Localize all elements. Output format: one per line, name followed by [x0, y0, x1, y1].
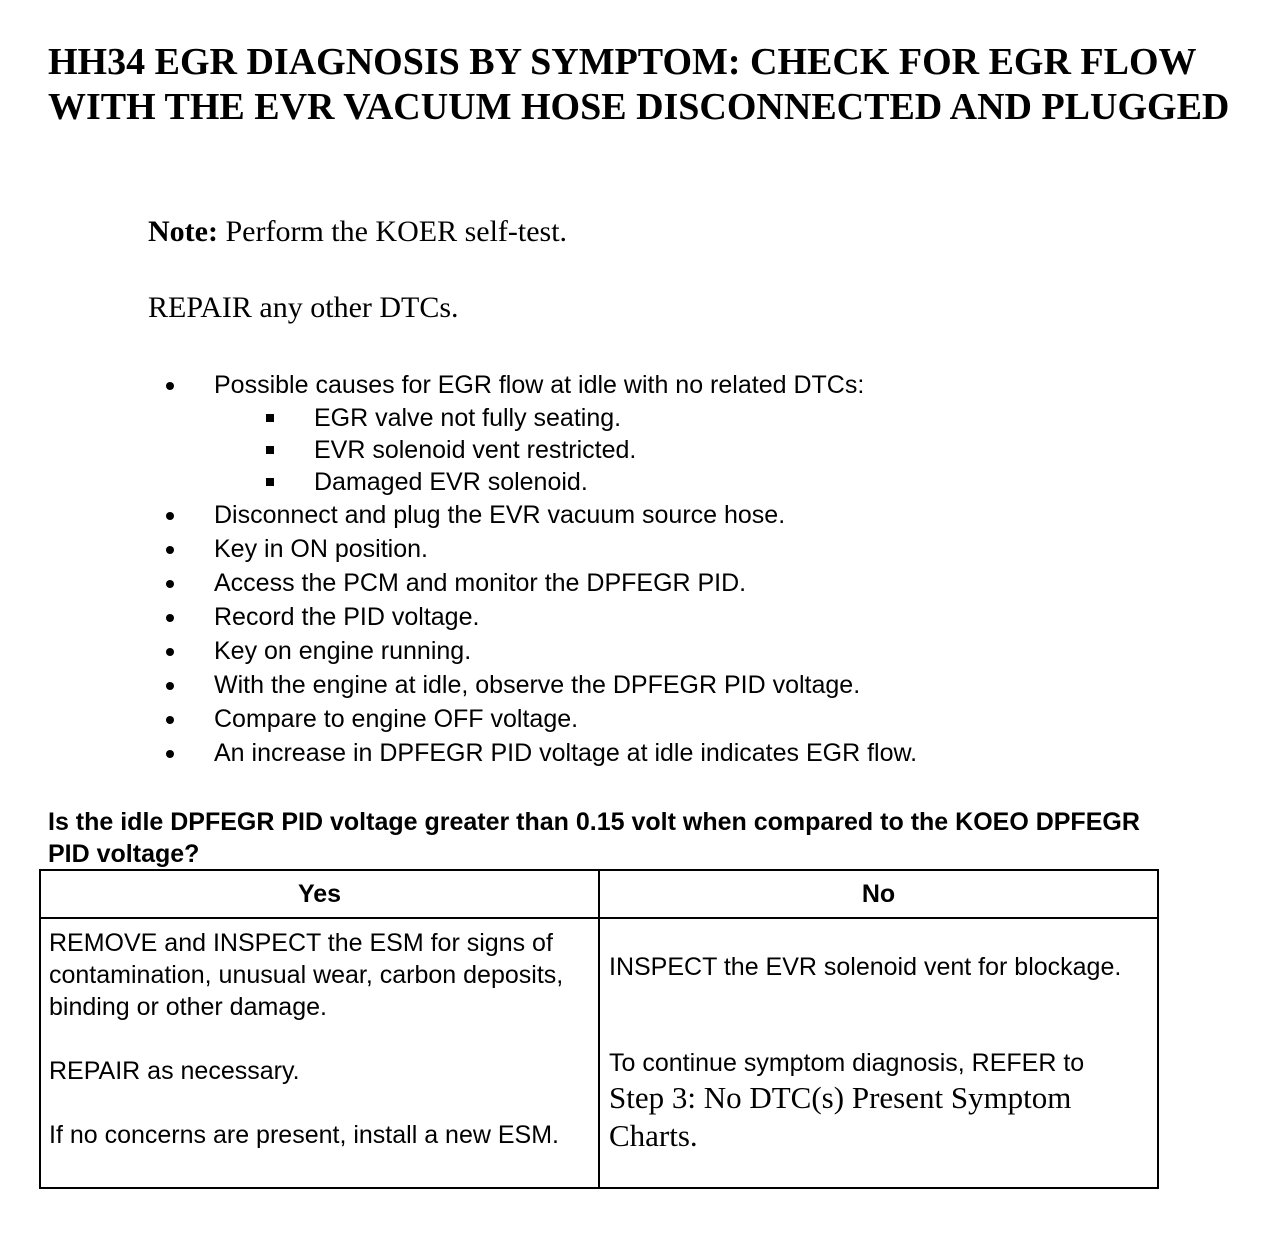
step-item: With the engine at idle, observe the DPFEGR PID voltage.	[0, 668, 1264, 702]
header-divider	[41, 917, 1157, 919]
yes-action-install: If no concerns are present, install a new ESM.	[49, 1121, 559, 1149]
step-item: An increase in DPFEGR PID voltage at idle indicates EGR flow.	[0, 736, 1264, 770]
bullet-icon	[166, 580, 174, 588]
yes-action-inspect: REMOVE and INSPECT the ESM for signs of contamination, unusual wear, carbon deposits, binding or other damage.	[49, 929, 564, 1021]
bullet-icon	[166, 750, 174, 758]
repair-instruction: REPAIR any other DTCs.	[148, 291, 459, 324]
refer-lead-text: To continue symptom diagnosis, REFER to	[609, 1049, 1085, 1077]
note-text: Perform the KOER self-test.	[225, 215, 568, 248]
refer-step-link: Step 3: No DTC(s) Present Symptom Charts.	[609, 1080, 1072, 1153]
step-item: Access the PCM and monitor the DPFEGR PID.	[0, 566, 1264, 600]
square-bullet-icon	[266, 414, 274, 422]
cause-item: EGR valve not fully seating.	[0, 402, 1264, 434]
step-item: Record the PID voltage.	[0, 600, 1264, 634]
bullet-icon	[166, 512, 174, 520]
no-action-refer	[609, 1047, 1154, 1155]
step-item: Disconnect and plug the EVR vacuum source hose.	[0, 498, 1264, 532]
yes-header: Yes	[297, 880, 342, 908]
step-item: Compare to engine OFF voltage.	[0, 702, 1264, 736]
page-title: HH34 EGR DIAGNOSIS BY SYMPTOM: CHECK FOR EGR FLOW WITH THE EVR VACUUM HOSE DISCONNECTED AND PLUGGED	[48, 41, 1230, 128]
bullet-icon	[166, 648, 174, 656]
yes-action-repair: REPAIR as necessary.	[49, 1057, 300, 1085]
bullet-icon	[166, 546, 174, 554]
bullet-icon	[166, 682, 174, 690]
bullet-icon	[166, 614, 174, 622]
note	[148, 212, 567, 252]
bullet-icon	[166, 382, 174, 390]
no-action-inspect: INSPECT the EVR solenoid vent for blockage.	[609, 953, 1122, 981]
step-item: Key on engine running.	[0, 634, 1264, 668]
decision-table	[39, 869, 1159, 1189]
note-label: Note:	[148, 215, 218, 248]
procedure-steps	[0, 368, 1264, 770]
step-item: Key in ON position.	[0, 532, 1264, 566]
bullet-icon	[166, 716, 174, 724]
square-bullet-icon	[266, 446, 274, 454]
no-header: No	[861, 880, 896, 908]
cause-item: EVR solenoid vent restricted.	[0, 434, 1264, 466]
step-item: Possible causes for EGR flow at idle with no related DTCs:	[0, 368, 1264, 402]
cause-item: Damaged EVR solenoid.	[0, 466, 1264, 498]
square-bullet-icon	[266, 478, 274, 486]
diagnostic-question: Is the idle DPFEGR PID voltage greater than 0.15 volt when compared to the KOEO DPFEGR PID voltage?	[48, 808, 1140, 868]
